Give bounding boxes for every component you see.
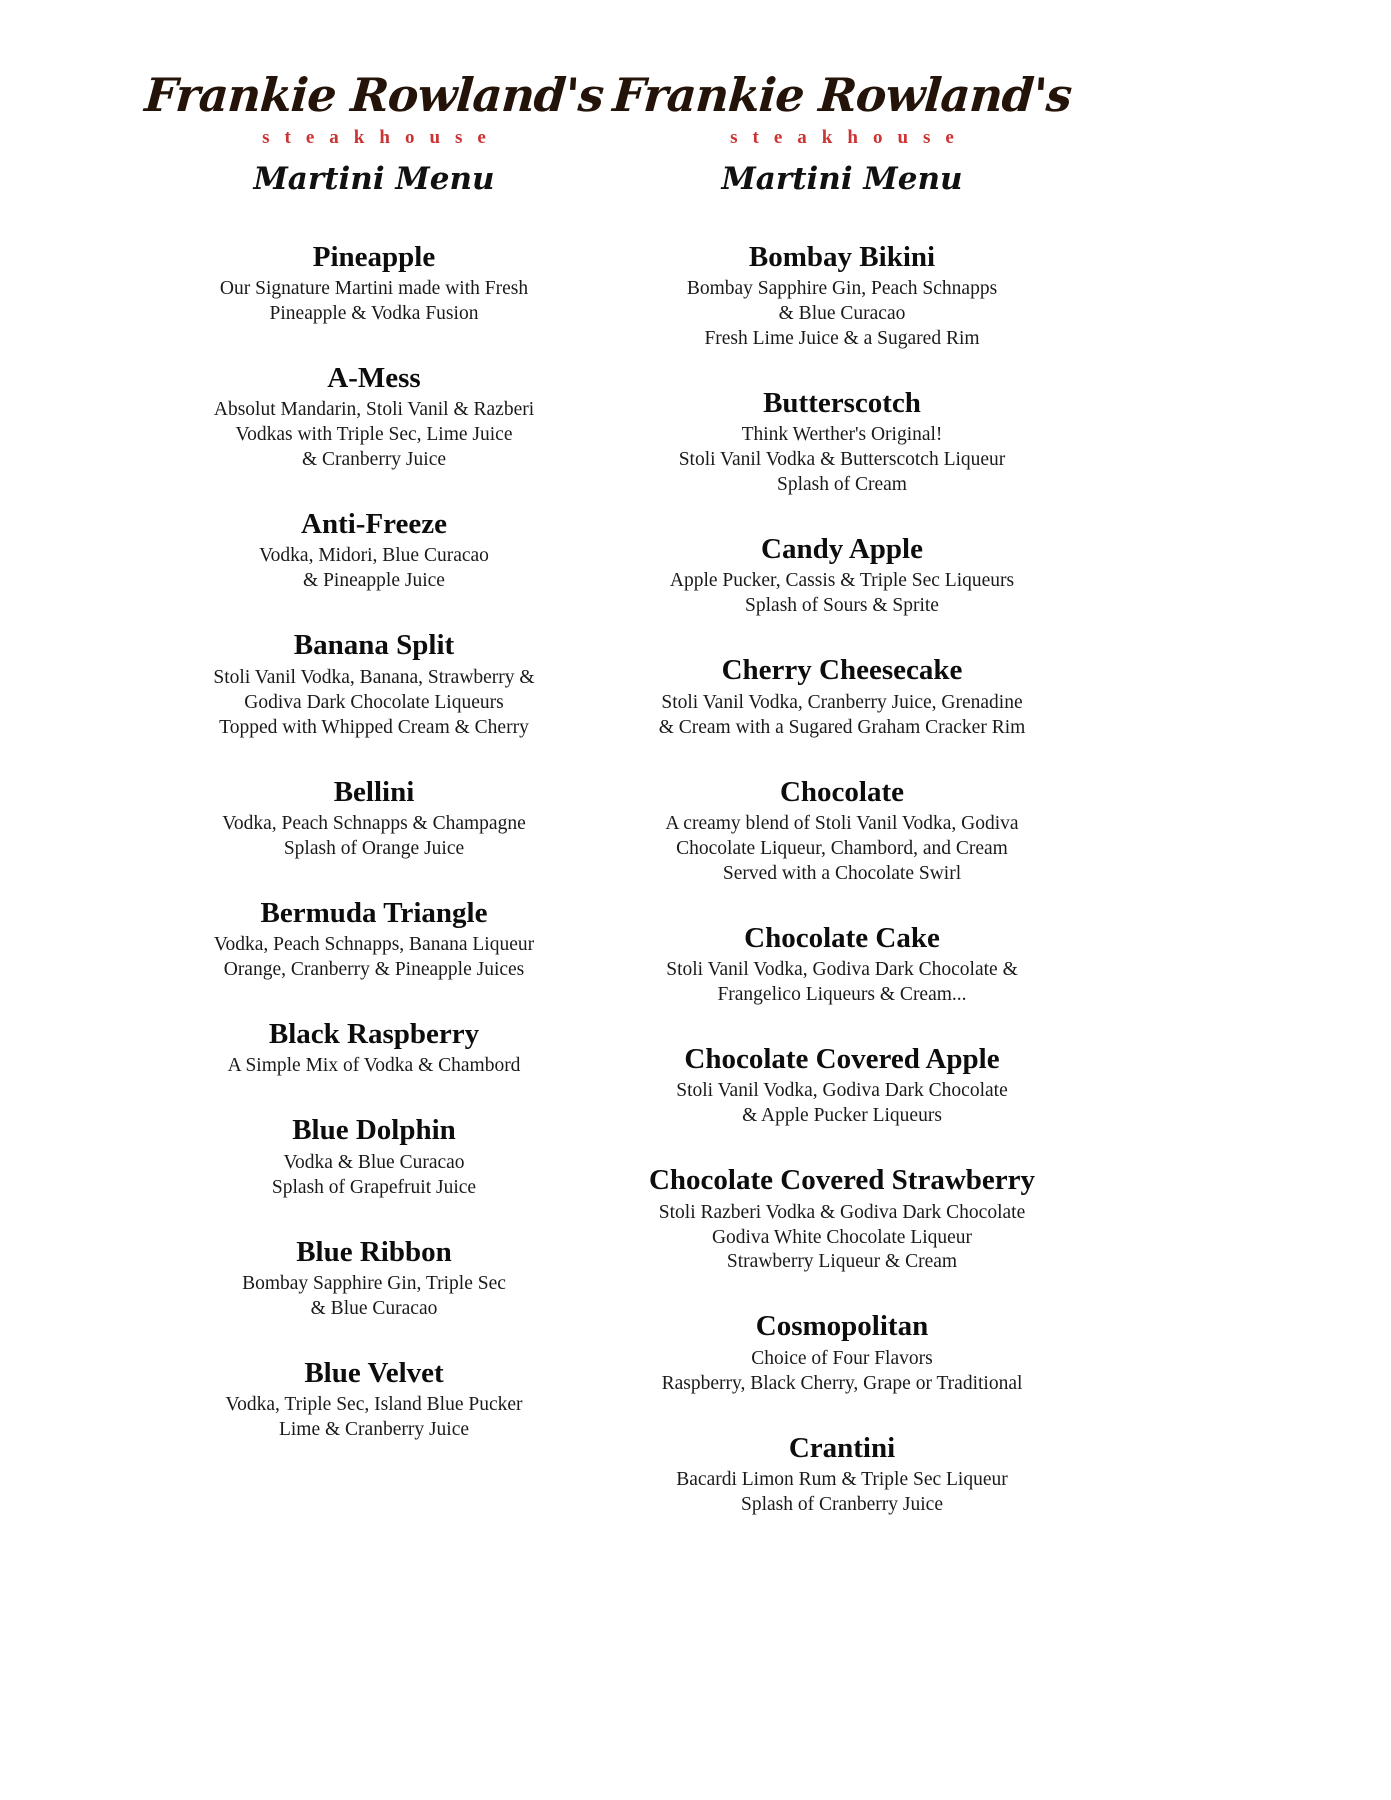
- menu-item: [611, 922, 1073, 1008]
- item-description-line: Stoli Vanil Vodka & Butterscotch Liqueur: [678, 449, 1006, 471]
- item-description-line: Absolut Mandarin, Stoli Vanil & Razberi: [213, 399, 535, 421]
- item-description-line: Orange, Cranberry & Pineapple Juices: [223, 959, 525, 981]
- item-description-line: Vodka, Midori, Blue Curacao: [259, 545, 489, 567]
- item-name: Chocolate: [779, 775, 905, 808]
- item-description-line: Raspberry, Black Cherry, Grape or Traditional: [661, 1372, 1023, 1394]
- item-description-line: Bombay Sapphire Gin, Triple Sec: [242, 1272, 506, 1294]
- menu-item: [143, 1018, 605, 1079]
- item-description-line: Bombay Sapphire Gin, Peach Schnapps: [686, 277, 998, 299]
- menu-item: [143, 629, 605, 740]
- item-name: Black Raspberry: [268, 1018, 480, 1050]
- item-description-line: Choice of Four Flavors: [751, 1347, 933, 1369]
- menu-items: [143, 241, 605, 1443]
- item-description-line: Splash of Sours & Sprite: [745, 595, 939, 617]
- item-description-line: Splash of Grapefruit Juice: [271, 1176, 477, 1198]
- item-name: Bellini: [333, 775, 415, 808]
- item-description-line: A creamy blend of Stoli Vanil Vodka, Godiva: [665, 812, 1019, 834]
- item-name: Chocolate Covered Strawberry: [648, 1164, 1036, 1197]
- item-description-line: & Apple Pucker Liqueurs: [742, 1105, 942, 1127]
- menu-item: [611, 1043, 1073, 1129]
- menu-item: [611, 241, 1073, 352]
- item-description-line: Vodka, Triple Sec, Island Blue Pucker: [225, 1394, 523, 1416]
- menu-item: [611, 1164, 1073, 1275]
- item-name: Butterscotch: [763, 386, 921, 419]
- menu-item: [611, 776, 1073, 887]
- restaurant-subtitle: steakhouse: [262, 126, 501, 148]
- item-description-line: Pineapple & Vodka Fusion: [269, 302, 479, 324]
- item-name: Candy Apple: [761, 533, 923, 565]
- menu-title: Martini Menu: [253, 160, 495, 197]
- item-description-line: & Pineapple Juice: [303, 570, 445, 592]
- restaurant-logo: Frankie Rowland's: [610, 68, 1074, 122]
- item-name: Blue Dolphin: [292, 1114, 456, 1147]
- item-name: Blue Ribbon: [296, 1235, 452, 1268]
- item-name: Anti-Freeze: [301, 508, 447, 541]
- item-description-line: Godiva White Chocolate Liqueur: [711, 1226, 973, 1248]
- item-description-line: Chocolate Liqueur, Chambord, and Cream: [676, 837, 1008, 859]
- item-name: Chocolate Covered Apple: [684, 1042, 1000, 1075]
- item-description-line: Bacardi Limon Rum & Triple Sec Liqueur: [676, 1469, 1008, 1490]
- item-description-line: Vodkas with Triple Sec, Lime Juice: [235, 424, 513, 446]
- item-description-line: & Cream with a Sugared Graham Cracker Rim: [658, 716, 1026, 738]
- restaurant-subtitle: steakhouse: [730, 126, 969, 148]
- menu-item: [143, 241, 605, 327]
- item-description-line: Stoli Razberi Vodka & Godiva Dark Chocolate: [658, 1201, 1026, 1223]
- item-description-line: Splash of Cream: [777, 474, 907, 496]
- menu-item: [611, 1432, 1073, 1518]
- item-description-line: Splash of Cranberry Juice: [741, 1493, 943, 1515]
- menu-title: Martini Menu: [721, 160, 963, 197]
- item-description-line: A Simple Mix of Vodka & Chambord: [227, 1055, 521, 1077]
- item-description-line: Think Werther's Original!: [741, 424, 943, 446]
- menu-item: [143, 1114, 605, 1200]
- menu-column: [611, 70, 1073, 1800]
- menu-item: [611, 533, 1073, 619]
- menu-column: [143, 70, 605, 1800]
- item-description-line: Vodka, Peach Schnapps & Champagne: [222, 812, 526, 834]
- item-description-line: & Blue Curacao: [778, 302, 906, 324]
- menu-items: [611, 241, 1073, 1518]
- item-name: Crantini: [788, 1431, 896, 1464]
- item-description-line: Lime & Cranberry Juice: [278, 1419, 470, 1441]
- menu-item: [143, 897, 605, 983]
- restaurant-logo: Frankie Rowland's: [142, 68, 606, 122]
- item-description-line: Our Signature Martini made with Fresh: [219, 277, 529, 299]
- menu-item: [611, 387, 1073, 498]
- item-description-line: & Cranberry Juice: [301, 449, 447, 471]
- menu-item: [143, 1236, 605, 1322]
- item-description-line: Vodka, Peach Schnapps, Banana Liqueur: [213, 934, 535, 956]
- item-description-line: Stoli Vanil Vodka, Cranberry Juice, Grenadine: [661, 691, 1023, 713]
- item-description-line: Stoli Vanil Vodka, Banana, Strawberry &: [213, 666, 535, 688]
- menu-item: [143, 362, 605, 473]
- item-name: Cherry Cheesecake: [721, 654, 963, 687]
- menu-item: [143, 1357, 605, 1443]
- item-description-line: Splash of Orange Juice: [283, 837, 465, 859]
- item-description-line: Apple Pucker, Cassis & Triple Sec Liqueurs: [669, 570, 1015, 592]
- item-description-line: Vodka & Blue Curacao: [283, 1151, 465, 1173]
- item-description-line: & Blue Curacao: [310, 1297, 438, 1319]
- item-name: Bombay Bikini: [748, 240, 936, 273]
- item-name: Chocolate Cake: [744, 921, 940, 954]
- item-name: Blue Velvet: [304, 1356, 444, 1389]
- menu-item: [143, 776, 605, 862]
- item-description-line: Stoli Vanil Vodka, Godiva Dark Chocolate: [676, 1080, 1008, 1102]
- item-description-line: Topped with Whipped Cream & Cherry: [219, 716, 529, 738]
- item-description-line: Godiva Dark Chocolate Liqueurs: [244, 691, 504, 713]
- menu-item: [143, 508, 605, 594]
- item-description-line: Stoli Vanil Vodka, Godiva Dark Chocolate &: [666, 959, 1018, 981]
- item-name: Cosmopolitan: [755, 1310, 929, 1343]
- item-description-line: Strawberry Liqueur & Cream: [726, 1251, 958, 1273]
- item-name: Pineapple: [312, 240, 436, 273]
- item-description-line: Fresh Lime Juice & a Sugared Rim: [704, 327, 980, 349]
- item-name: Bermuda Triangle: [260, 896, 488, 929]
- item-name: Banana Split: [293, 629, 455, 662]
- item-description-line: Frangelico Liqueurs & Cream...: [717, 984, 967, 1005]
- menu-item: [611, 1310, 1073, 1396]
- menu-item: [611, 654, 1073, 740]
- item-description-line: Served with a Chocolate Swirl: [722, 862, 962, 884]
- item-name: A-Mess: [327, 361, 421, 394]
